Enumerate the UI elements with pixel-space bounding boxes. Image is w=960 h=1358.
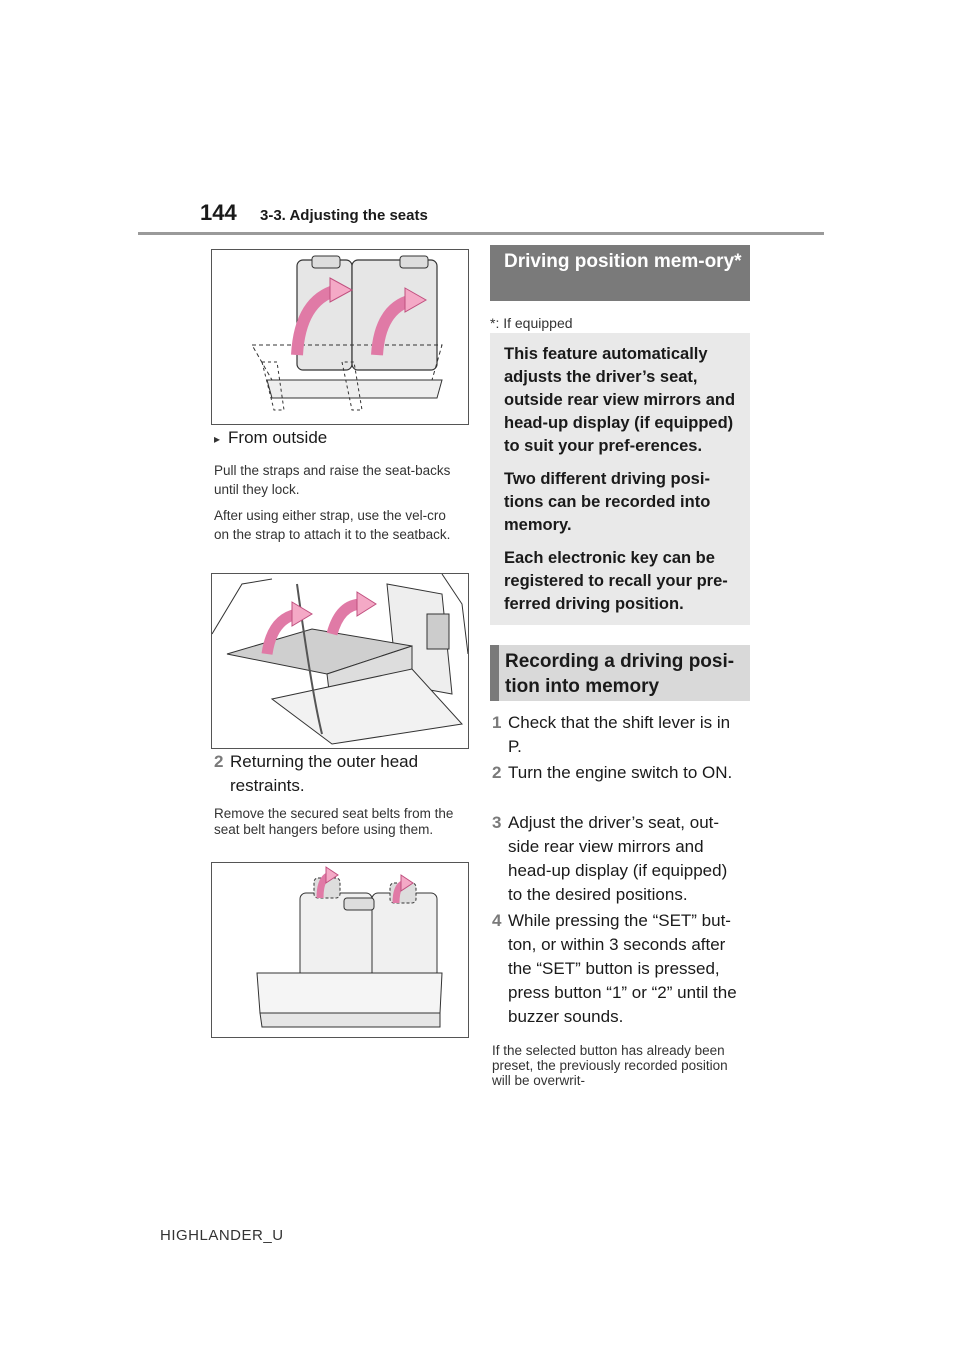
intro-paragraph: Two different driving posi-tions can be recorded into memory. [504, 470, 711, 534]
strap-velcro-note: After using either strap, use the vel-cro on the strap to attach it to the seatback. [214, 508, 451, 542]
step-1: 1 Check that the shift lever is in P. [492, 713, 731, 756]
driving-position-memory-heading: Driving position mem-ory* [490, 245, 750, 301]
triangle-bullet-icon: ▸ [214, 432, 221, 446]
intro-paragraph: Each electronic key can be registered to recall your pre-ferred driving position. [504, 549, 728, 613]
recording-position-heading: Recording a driving posi-tion into memory [490, 645, 750, 701]
step-returning-head-restraints: 2 Returning the outer head restraints. [214, 752, 419, 795]
cargo-straps-illustration [212, 574, 468, 748]
step-4: 4 While pressing the “SET” but-ton, or within 3 seconds after the “SET” button is pressed, press button “1” or “2” until the buzzer sounds. [492, 911, 737, 1026]
figure-cargo-straps [211, 573, 469, 749]
intro-paragraph: This feature automatically adjusts the driver’s seat, outside rear view mirrors and head-up display (if equipped) to suit your pref-erences. [504, 345, 736, 455]
overwrite-note: If the selected button has already been preset, the previously recorded position will be overwrit- [492, 1043, 728, 1088]
figure-head-restraints [211, 862, 469, 1038]
page-number: 144 [200, 200, 237, 225]
memory-intro-panel [490, 333, 750, 625]
head-restraints-illustration [212, 863, 468, 1037]
seatback-raise-illustration [212, 250, 468, 424]
model-footer: HIGHLANDER_U [160, 1227, 284, 1244]
from-outside-heading: ▸ From outside [214, 428, 328, 447]
from-outside-instruction: Pull the straps and raise the seat-backs until they lock. [214, 463, 451, 497]
header-divider [138, 232, 824, 235]
step-2: 2 Turn the engine switch to ON. [492, 763, 733, 782]
step-3: 3 Adjust the driver’s seat, out-side rear view mirrors and head-up display (if equipped) to the desired positions. [492, 813, 728, 904]
if-equipped-footnote: *: If equipped [490, 315, 573, 331]
seat-belt-note: Remove the secured seat belts from the seat belt hangers before using them. [214, 806, 454, 837]
section-title: 3-3. Adjusting the seats [260, 207, 428, 224]
figure-seatback-raise [211, 249, 469, 425]
